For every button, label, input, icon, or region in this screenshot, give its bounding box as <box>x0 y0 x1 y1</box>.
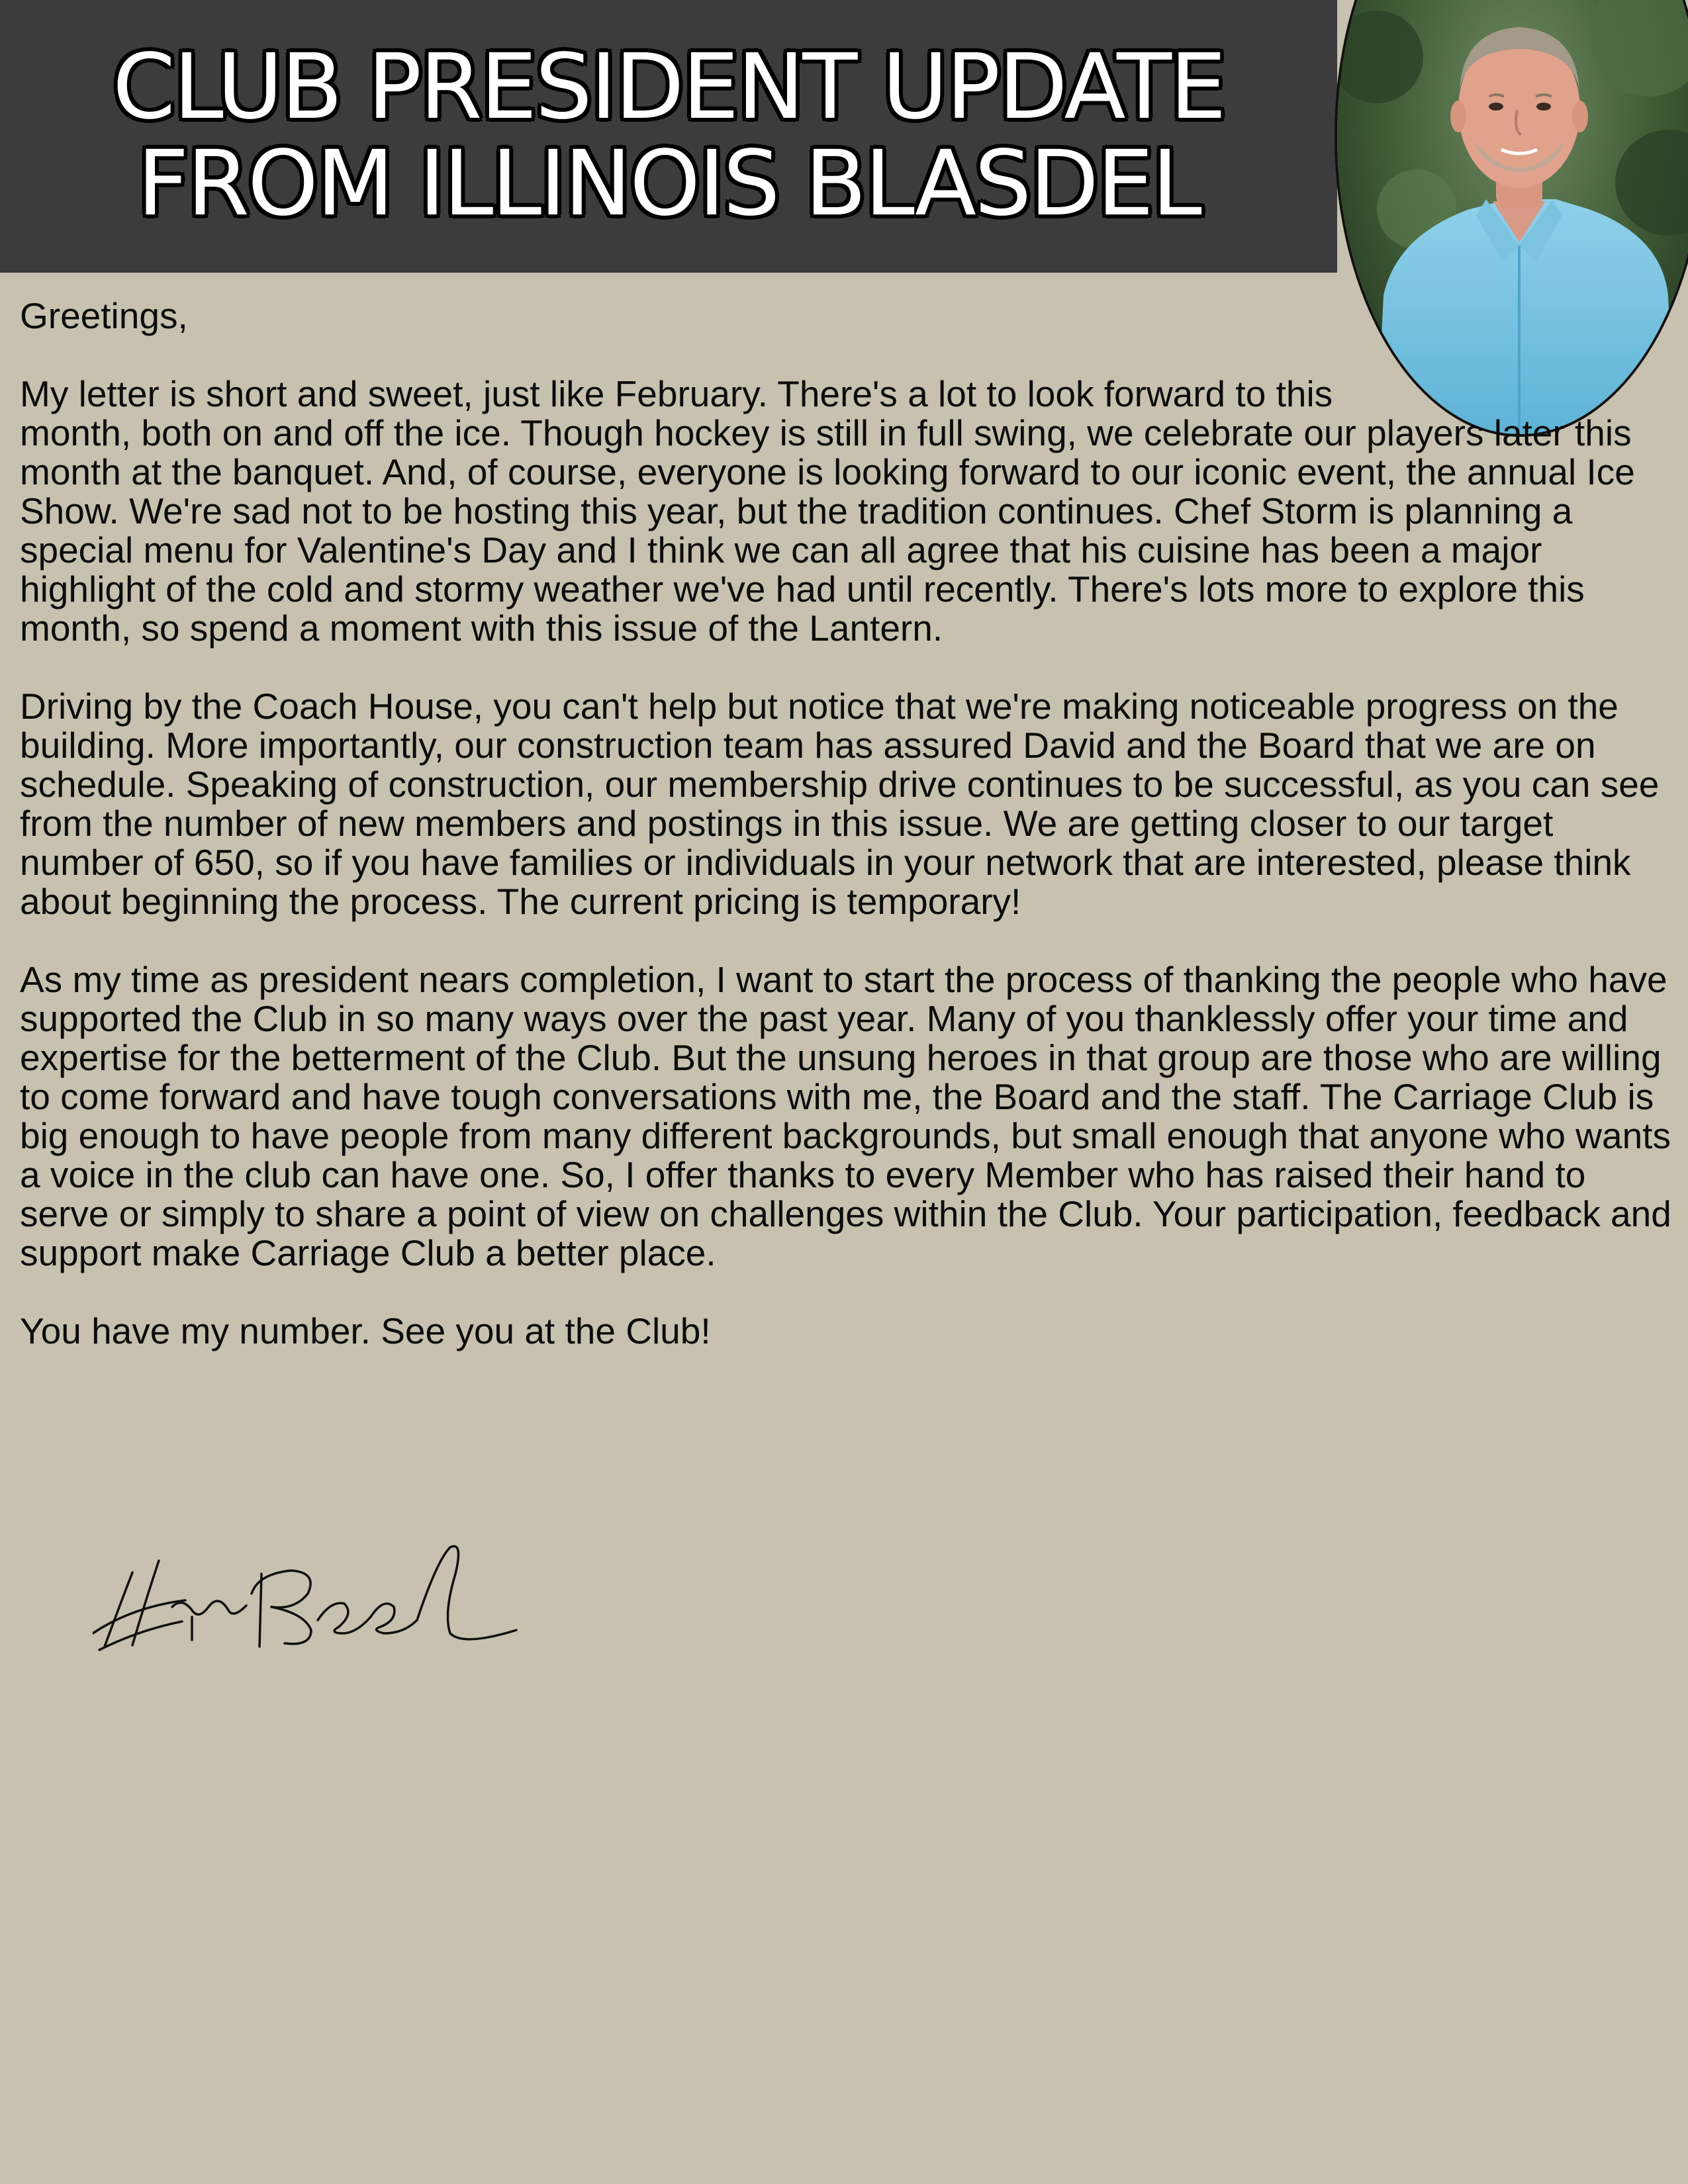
letter-paragraph-2: Driving by the Coach House, you can't help but notice that we're making noticeable progress on the building. More importantly, our construction team has assured David and the Board that we are on schedule. Speaking of construction, our membership drive continues to be successful, as you can see from the number of new members and postings in this issue. We are getting closer to our target number of 650, so if you have families or individuals in your network that are interested, please think about beginning the process. The current pricing is temporary! <box>20 686 1660 922</box>
letter-body <box>20 296 1678 1390</box>
portrait-wrap-spacer <box>1339 296 1678 376</box>
header-band <box>0 0 1337 273</box>
letter-greeting: Greetings, <box>20 295 188 336</box>
letter-paragraph-3: As my time as president nears completion, I want to start the process of thanking the people who have supported the Club in so many ways over the past year. Many of you thanklessly offer your time and expertise for the betterment of the Club. But the unsung heroes in that group are those who are willing to come forward and have tough conversations with me, the Board and the staff. The Carriage Club is big enough to have people from many different backgrounds, but small enough that anyone who wants a voice in the club can have one. So, I offer thanks to every Member who has raised their hand to serve or simply to share a point of view on challenges within the Club. Your participation, feedback and support make Carriage Club a better place. <box>20 959 1671 1273</box>
page-title-line-2: FROM ILLINOIS BLASDEL <box>137 132 1200 236</box>
letter-closing: You have my number. See you at the Club! <box>20 1310 711 1351</box>
handwritten-signature <box>93 1534 523 1666</box>
page-title-line-1: CLUB PRESIDENT UPDATE <box>113 35 1225 140</box>
letter-paragraph-1: My letter is short and sweet, just like February. There's a lot to look forward to this month, both on and off the ice. Though hockey is still in full swing, we celebrate our players later this month at the banquet. And, of course, everyone is looking forward to our iconic event, the annual Ice Show. We're sad not to be hosting this year, but the tradition continues. Chef Storm is planning a special menu for Valentine's Day and I think we can all agree that his cuisine has been a major highlight of the cold and stormy weather we've had until recently. There's lots more to explore this month, so spend a moment with this issue of the Lantern. <box>20 373 1635 649</box>
